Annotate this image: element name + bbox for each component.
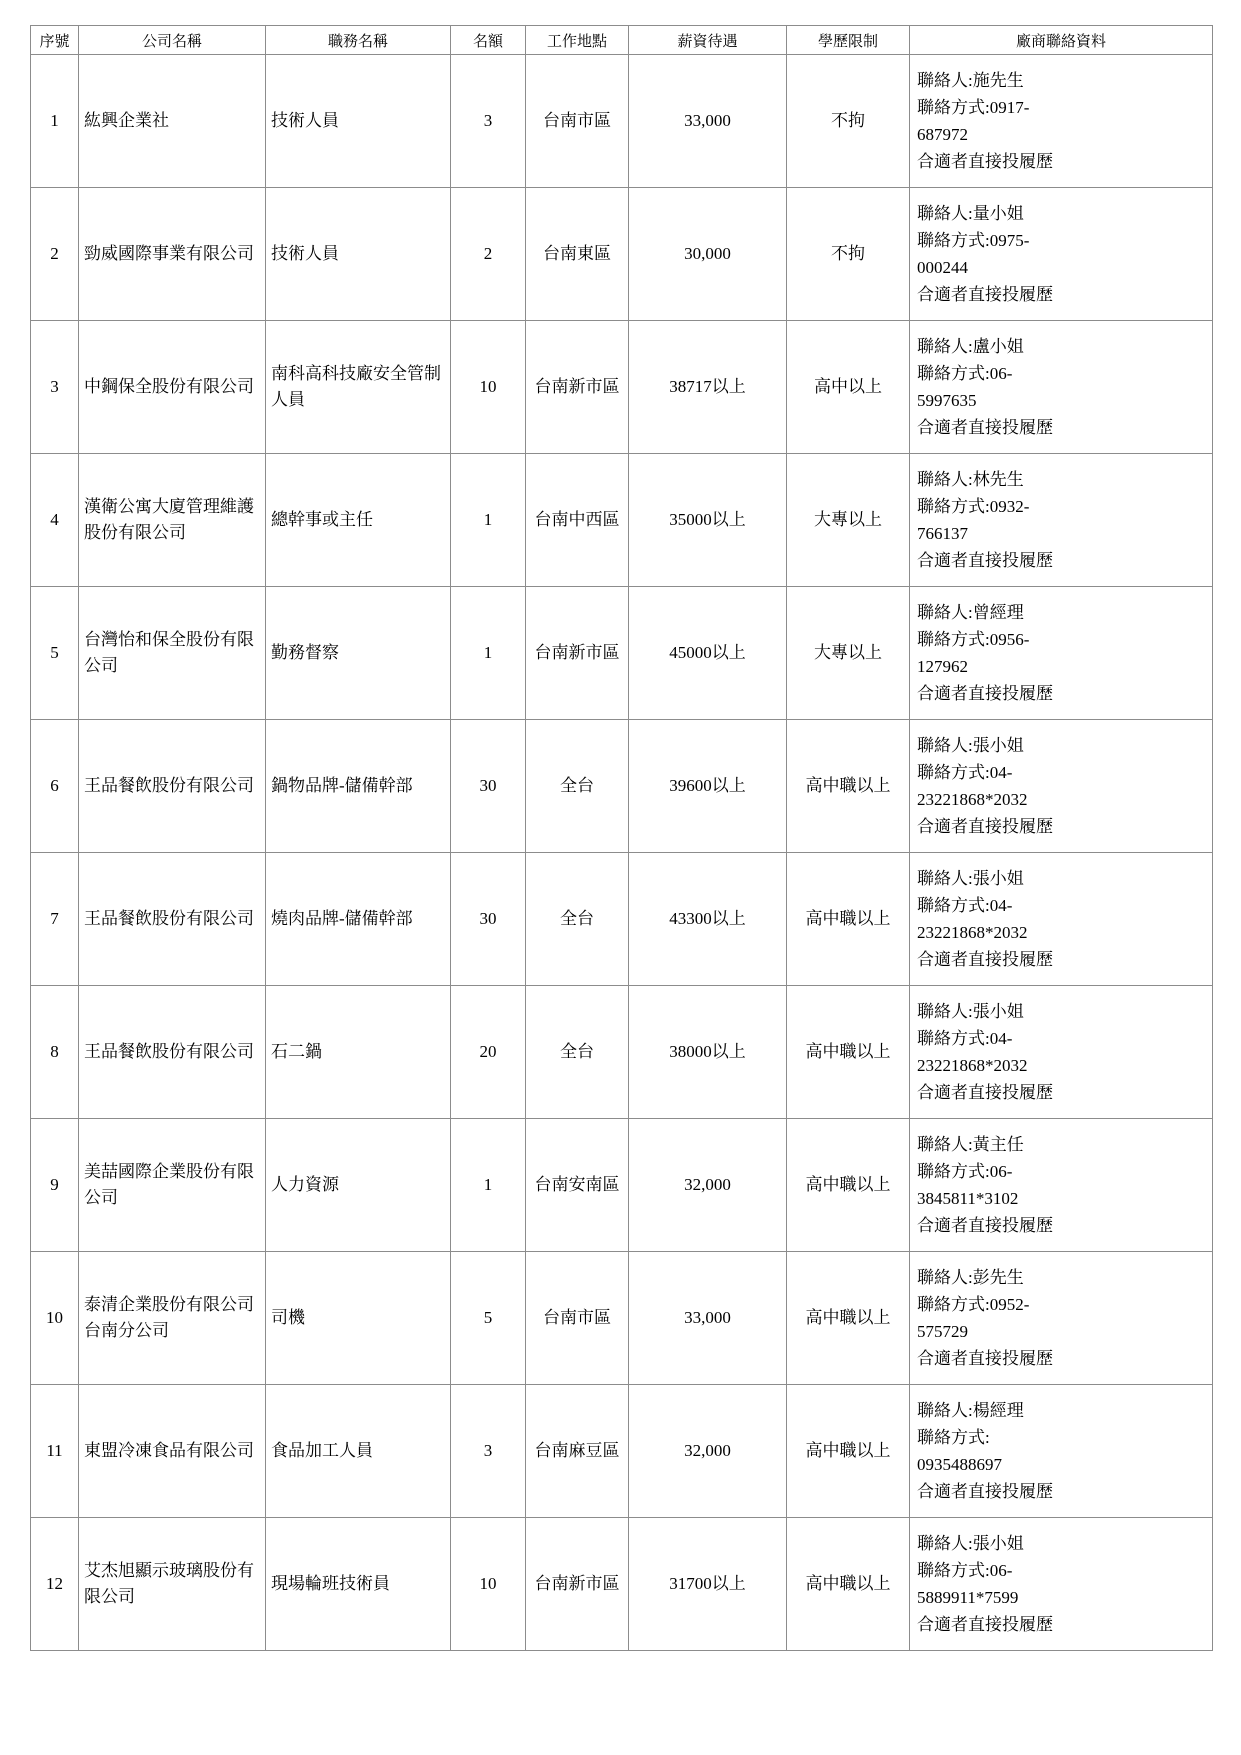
cell-salary: 35000以上 [629,454,787,587]
contact-line: 聯絡人:張小姐 [917,1002,1024,1021]
contact-line: 5997635 [917,391,977,410]
cell-index: 4 [31,454,79,587]
contact-line: 合適者直接投履歷 [917,1615,1053,1634]
contact-line: 聯絡方式:04- [917,896,1013,915]
cell-location: 台南麻豆區 [526,1385,629,1518]
cell-contact [910,321,1213,454]
cell-salary: 39600以上 [629,720,787,853]
cell-job_title: 總幹事或主任 [266,454,451,587]
cell-location: 台南新市區 [526,587,629,720]
contact-line: 聯絡人:彭先生 [917,1268,1024,1287]
cell-index: 7 [31,853,79,986]
cell-company: 勁威國際事業有限公司 [79,188,266,321]
contact-line: 127962 [917,657,968,676]
cell-contact [910,853,1213,986]
cell-openings: 1 [451,587,526,720]
cell-contact [910,986,1213,1119]
cell-company: 美喆國際企業股份有限公司 [79,1119,266,1252]
cell-salary: 33,000 [629,55,787,188]
cell-education: 大專以上 [787,454,910,587]
contact-line: 000244 [917,258,968,277]
cell-company: 中鋼保全股份有限公司 [79,321,266,454]
table-row [31,454,1213,587]
table-row [31,1119,1213,1252]
cell-job_title: 南科高科技廠安全管制人員 [266,321,451,454]
cell-company: 王品餐飲股份有限公司 [79,986,266,1119]
cell-education: 高中職以上 [787,853,910,986]
contact-line: 合適者直接投履歷 [917,152,1053,171]
cell-openings: 3 [451,1385,526,1518]
contact-line: 合適者直接投履歷 [917,551,1053,570]
cell-company: 王品餐飲股份有限公司 [79,853,266,986]
contact-line: 聯絡人:林先生 [917,470,1024,489]
cell-contact [910,1252,1213,1385]
cell-education: 高中職以上 [787,986,910,1119]
contact-line: 合適者直接投履歷 [917,684,1053,703]
contact-line: 合適者直接投履歷 [917,1482,1053,1501]
table-row [31,1518,1213,1651]
contact-line: 687972 [917,125,968,144]
contact-line: 聯絡人:盧小姐 [917,337,1024,356]
cell-openings: 20 [451,986,526,1119]
cell-job_title: 勤務督察 [266,587,451,720]
cell-index: 9 [31,1119,79,1252]
contact-line: 聯絡方式:0975- [917,231,1030,250]
cell-openings: 30 [451,853,526,986]
cell-salary: 38717以上 [629,321,787,454]
contact-line: 聯絡人:張小姐 [917,869,1024,888]
contact-line: 5889911*7599 [917,1588,1019,1607]
header-row [31,26,1213,55]
cell-job_title: 技術人員 [266,188,451,321]
table-row [31,55,1213,188]
header-cell-location: 工作地點 [526,26,629,55]
table-row [31,587,1213,720]
header-cell-education: 學歷限制 [787,26,910,55]
cell-location: 台南市區 [526,55,629,188]
job-listings-table [30,25,1213,1651]
contact-line: 合適者直接投履歷 [917,1216,1053,1235]
cell-contact [910,454,1213,587]
header-cell-company: 公司名稱 [79,26,266,55]
cell-job_title: 現場輪班技術員 [266,1518,451,1651]
table-row [31,720,1213,853]
cell-openings: 5 [451,1252,526,1385]
cell-education: 不拘 [787,55,910,188]
table-row [31,853,1213,986]
cell-contact [910,587,1213,720]
cell-location: 台南中西區 [526,454,629,587]
header-cell-contact: 廠商聯絡資料 [910,26,1213,55]
table-row [31,1385,1213,1518]
contact-line: 23221868*2032 [917,1056,1028,1075]
cell-location: 台南東區 [526,188,629,321]
contact-line: 3845811*3102 [917,1189,1019,1208]
cell-salary: 43300以上 [629,853,787,986]
cell-openings: 2 [451,188,526,321]
cell-education: 高中職以上 [787,1119,910,1252]
cell-contact [910,1119,1213,1252]
cell-contact [910,1385,1213,1518]
contact-line: 575729 [917,1322,968,1341]
cell-education: 高中職以上 [787,1252,910,1385]
cell-job_title: 燒肉品牌-儲備幹部 [266,853,451,986]
contact-line: 聯絡人:施先生 [917,71,1024,90]
cell-company: 艾杰旭顯示玻璃股份有限公司 [79,1518,266,1651]
cell-index: 2 [31,188,79,321]
header-cell-openings: 名額 [451,26,526,55]
cell-location: 台南市區 [526,1252,629,1385]
cell-index: 8 [31,986,79,1119]
contact-line: 聯絡人:黃主任 [917,1135,1024,1154]
cell-education: 高中以上 [787,321,910,454]
cell-openings: 1 [451,1119,526,1252]
cell-location: 全台 [526,720,629,853]
header-cell-job_title: 職務名稱 [266,26,451,55]
table-header [31,26,1213,55]
contact-line: 聯絡人:曾經理 [917,603,1024,622]
contact-line: 0935488697 [917,1455,1002,1474]
contact-line: 聯絡方式:0932- [917,497,1030,516]
table-row [31,321,1213,454]
header-cell-index: 序號 [31,26,79,55]
cell-education: 高中職以上 [787,720,910,853]
cell-education: 不拘 [787,188,910,321]
cell-salary: 38000以上 [629,986,787,1119]
contact-line: 合適者直接投履歷 [917,418,1053,437]
cell-location: 台南安南區 [526,1119,629,1252]
cell-job_title: 食品加工人員 [266,1385,451,1518]
contact-line: 合適者直接投履歷 [917,950,1053,969]
cell-job_title: 技術人員 [266,55,451,188]
cell-contact [910,55,1213,188]
contact-line: 聯絡方式:04- [917,1029,1013,1048]
cell-index: 1 [31,55,79,188]
contact-line: 合適者直接投履歷 [917,285,1053,304]
contact-line: 聯絡人:量小姐 [917,204,1024,223]
cell-location: 全台 [526,986,629,1119]
contact-line: 聯絡方式:06- [917,1561,1013,1580]
contact-line: 聯絡方式: [917,1428,990,1447]
cell-company: 王品餐飲股份有限公司 [79,720,266,853]
cell-openings: 10 [451,1518,526,1651]
contact-line: 合適者直接投履歷 [917,817,1053,836]
cell-education: 高中職以上 [787,1385,910,1518]
cell-job_title: 鍋物品牌-儲備幹部 [266,720,451,853]
cell-company: 漢衛公寓大廈管理維護股份有限公司 [79,454,266,587]
table-body [31,55,1213,1651]
contact-line: 聯絡人:張小姐 [917,736,1024,755]
cell-salary: 33,000 [629,1252,787,1385]
cell-index: 10 [31,1252,79,1385]
contact-line: 聯絡方式:04- [917,763,1013,782]
cell-salary: 32,000 [629,1385,787,1518]
cell-job_title: 司機 [266,1252,451,1385]
cell-salary: 32,000 [629,1119,787,1252]
cell-salary: 30,000 [629,188,787,321]
contact-line: 聯絡方式:06- [917,1162,1013,1181]
cell-education: 高中職以上 [787,1518,910,1651]
contact-line: 聯絡方式:0917- [917,98,1030,117]
cell-contact [910,720,1213,853]
contact-line: 聯絡方式:0952- [917,1295,1030,1314]
cell-company: 東盟冷凍食品有限公司 [79,1385,266,1518]
contact-line: 合適者直接投履歷 [917,1349,1053,1368]
cell-salary: 45000以上 [629,587,787,720]
cell-openings: 30 [451,720,526,853]
cell-contact [910,1518,1213,1651]
contact-line: 聯絡人:楊經理 [917,1401,1024,1420]
cell-location: 全台 [526,853,629,986]
cell-location: 台南新市區 [526,321,629,454]
cell-job_title: 人力資源 [266,1119,451,1252]
contact-line: 合適者直接投履歷 [917,1083,1053,1102]
cell-openings: 3 [451,55,526,188]
cell-company: 紘興企業社 [79,55,266,188]
cell-location: 台南新市區 [526,1518,629,1651]
cell-index: 3 [31,321,79,454]
table-row [31,188,1213,321]
cell-salary: 31700以上 [629,1518,787,1651]
cell-openings: 10 [451,321,526,454]
cell-company: 台灣怡和保全股份有限公司 [79,587,266,720]
contact-line: 聯絡人:張小姐 [917,1534,1024,1553]
contact-line: 23221868*2032 [917,790,1028,809]
table-row [31,986,1213,1119]
contact-line: 23221868*2032 [917,923,1028,942]
cell-education: 大專以上 [787,587,910,720]
cell-index: 11 [31,1385,79,1518]
contact-line: 聯絡方式:06- [917,364,1013,383]
header-cell-salary: 薪資待遇 [629,26,787,55]
cell-contact [910,188,1213,321]
cell-job_title: 石二鍋 [266,986,451,1119]
table-row [31,1252,1213,1385]
cell-index: 12 [31,1518,79,1651]
cell-openings: 1 [451,454,526,587]
cell-index: 6 [31,720,79,853]
cell-company: 泰清企業股份有限公司台南分公司 [79,1252,266,1385]
cell-index: 5 [31,587,79,720]
contact-line: 766137 [917,524,968,543]
contact-line: 聯絡方式:0956- [917,630,1030,649]
